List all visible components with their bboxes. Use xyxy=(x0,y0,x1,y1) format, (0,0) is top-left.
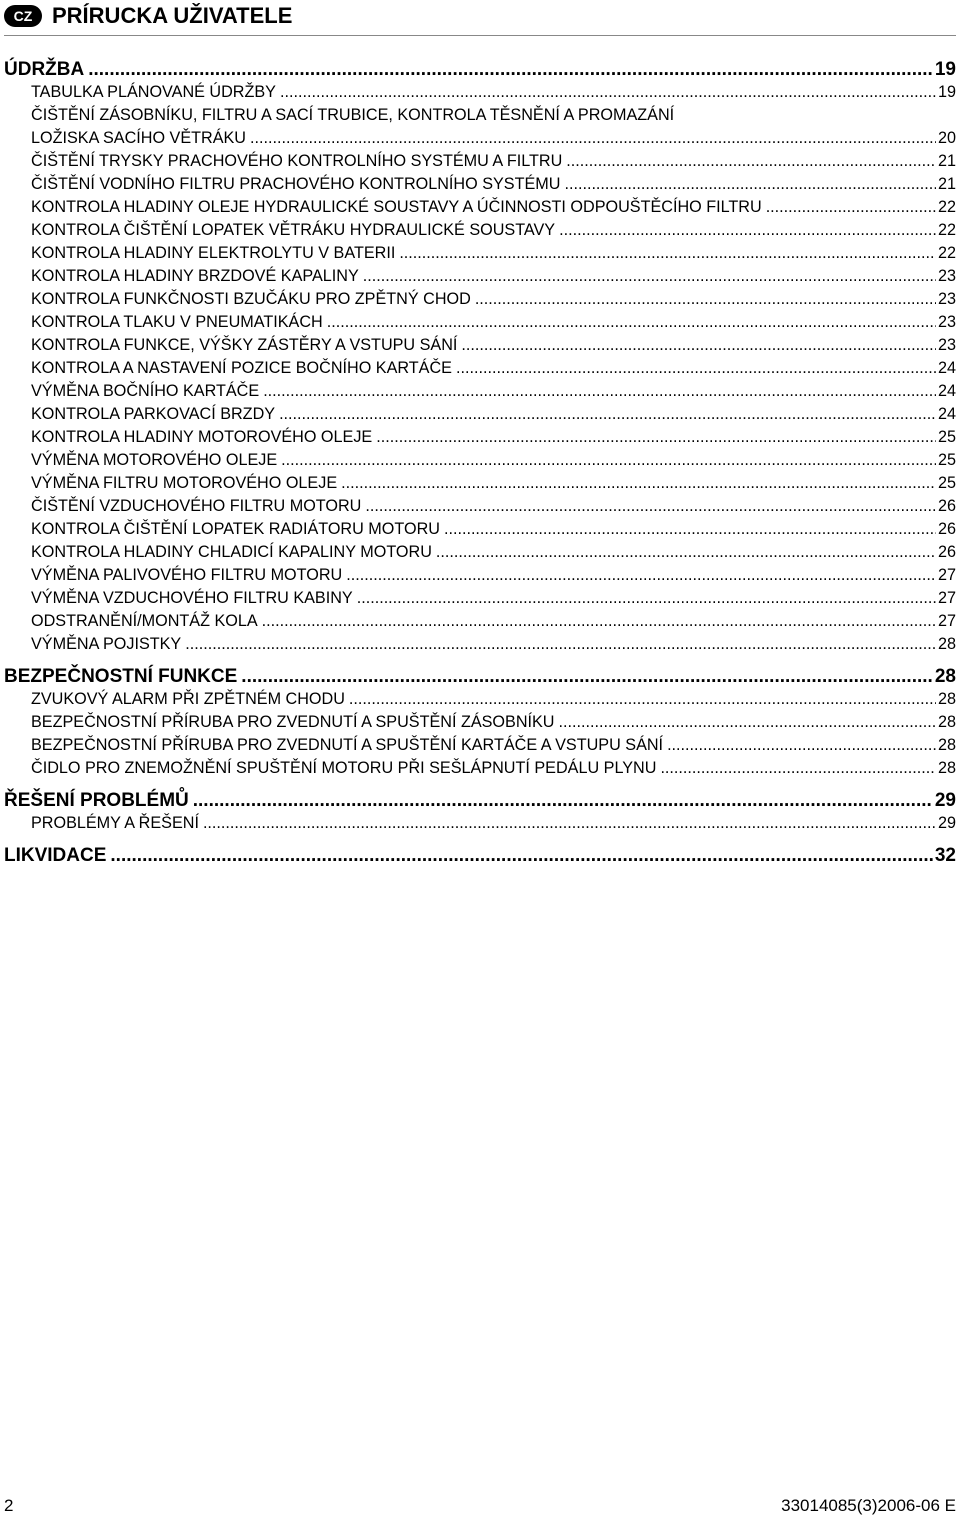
toc-entry[interactable] xyxy=(4,587,956,610)
toc-label: BEZPEČNOSTNÍ PŘÍRUBA PRO ZVEDNUTÍ A SPUŠTĚNÍ ZÁSOBNÍKU xyxy=(31,713,555,731)
toc-label: KONTROLA HLADINY OLEJE HYDRAULICKÉ SOUSTAVY A ÚČINNOSTI ODPOUŠTĚCÍHO FILTRU xyxy=(31,198,762,216)
toc-leader xyxy=(88,58,933,81)
toc-label: BEZPEČNOSTNÍ FUNKCE xyxy=(4,666,238,687)
page-header xyxy=(4,2,956,36)
toc-leader xyxy=(475,288,936,311)
toc-entry[interactable] xyxy=(4,265,956,288)
toc-leader xyxy=(399,242,936,265)
toc-leader xyxy=(376,426,936,449)
toc-page: 26 xyxy=(937,520,956,538)
toc-label: KONTROLA HLADINY ELEKTROLYTU V BATERII xyxy=(31,244,396,262)
toc-label: VÝMĚNA BOČNÍHO KARTÁČE xyxy=(31,382,260,400)
footer-page-number: 2 xyxy=(4,1496,14,1515)
toc-page: 29 xyxy=(937,814,956,832)
toc-label: BEZPEČNOSTNÍ PŘÍRUBA PRO ZVEDNUTÍ A SPUŠTĚNÍ KARTÁČE A VSTUPU SÁNÍ xyxy=(31,736,664,754)
toc-leader xyxy=(357,587,936,610)
toc-page: 25 xyxy=(937,474,956,492)
toc-entry[interactable] xyxy=(4,449,956,472)
toc-page: 23 xyxy=(937,267,956,285)
toc-label: TABULKA PLÁNOVANÉ ÚDRŽBY xyxy=(31,83,276,101)
toc-page: 23 xyxy=(937,290,956,308)
toc-leader xyxy=(346,564,936,587)
toc-leader xyxy=(559,219,936,242)
toc-page: 27 xyxy=(937,612,956,630)
language-badge: CZ xyxy=(4,5,42,27)
toc-page: 28 xyxy=(937,690,956,708)
toc-label: KONTROLA TLAKU V PNEUMATIKÁCH xyxy=(31,313,323,331)
toc-entry[interactable] xyxy=(4,380,956,403)
toc-section-troubleshooting[interactable] xyxy=(4,789,956,812)
toc-entry[interactable] xyxy=(4,196,956,219)
toc-entry-first-line[interactable] xyxy=(4,104,956,127)
toc-page: 28 xyxy=(937,635,956,653)
toc-page: 19 xyxy=(937,83,956,101)
toc-leader xyxy=(250,127,936,150)
toc-page: 22 xyxy=(937,221,956,239)
toc-entry[interactable] xyxy=(4,610,956,633)
toc-entry[interactable] xyxy=(4,150,956,173)
toc-label: ČIŠTĚNÍ ZÁSOBNÍKU, FILTRU A SACÍ TRUBICE, KONTROLA TĚSNĚNÍ A PROMAZÁNÍ xyxy=(31,106,675,124)
header-divider xyxy=(4,35,956,36)
toc-page: 24 xyxy=(937,405,956,423)
toc-page: 29 xyxy=(934,790,956,811)
toc-page: 28 xyxy=(937,736,956,754)
toc-leader xyxy=(263,380,936,403)
toc-leader xyxy=(559,711,936,734)
manual-title: PRÍRUCKA UŽIVATELE xyxy=(52,3,293,28)
toc-label: VÝMĚNA FILTRU MOTOROVÉHO OLEJE xyxy=(31,474,338,492)
toc-entry[interactable] xyxy=(4,711,956,734)
toc-leader xyxy=(341,472,936,495)
toc-label: KONTROLA ČIŠTĚNÍ LOPATEK RADIÁTORU MOTORU xyxy=(31,520,440,538)
toc-page: 28 xyxy=(937,759,956,777)
toc-page: 21 xyxy=(937,152,956,170)
toc-leader xyxy=(456,357,936,380)
toc-leader xyxy=(667,734,936,757)
toc-page: 24 xyxy=(937,359,956,377)
toc-page: 28 xyxy=(937,713,956,731)
toc-leader xyxy=(280,81,936,104)
toc-entry[interactable] xyxy=(4,311,956,334)
toc-label: VÝMĚNA PALIVOVÉHO FILTRU MOTORU xyxy=(31,566,343,584)
toc-entry[interactable] xyxy=(4,518,956,541)
toc-label: PROBLÉMY A ŘEŠENÍ xyxy=(31,814,199,832)
toc-entry[interactable] xyxy=(4,564,956,587)
toc-leader xyxy=(444,518,936,541)
toc-entry[interactable] xyxy=(4,633,956,656)
toc-entry[interactable] xyxy=(4,173,956,196)
toc-page: 25 xyxy=(937,428,956,446)
toc-entry[interactable] xyxy=(4,219,956,242)
toc-section-disposal[interactable] xyxy=(4,844,956,867)
toc-page: 23 xyxy=(937,313,956,331)
toc-page: 24 xyxy=(937,382,956,400)
toc-entry[interactable] xyxy=(4,426,956,449)
toc-page: 26 xyxy=(937,543,956,561)
toc-label: VÝMĚNA VZDUCHOVÉHO FILTRU KABINY xyxy=(31,589,353,607)
toc-leader xyxy=(349,688,936,711)
toc-entry[interactable] xyxy=(4,541,956,564)
toc-entry[interactable] xyxy=(4,81,956,104)
toc-page: 25 xyxy=(937,451,956,469)
toc-leader xyxy=(566,150,936,173)
toc-label: ZVUKOVÝ ALARM PŘI ZPĚTNÉM CHODU xyxy=(31,690,345,708)
toc-entry[interactable] xyxy=(4,288,956,311)
toc-entry[interactable] xyxy=(4,688,956,711)
toc-label: KONTROLA FUNKČNOSTI BZUČÁKU PRO ZPĚTNÝ CHOD xyxy=(31,290,471,308)
toc-leader xyxy=(766,196,936,219)
toc-entry[interactable] xyxy=(4,242,956,265)
toc-leader xyxy=(564,173,936,196)
toc-leader xyxy=(203,812,936,835)
toc-label: ČIŠTĚNÍ VODNÍHO FILTRU PRACHOVÉHO KONTROLNÍHO SYSTÉMU xyxy=(31,175,561,193)
toc-label: VÝMĚNA MOTOROVÉHO OLEJE xyxy=(31,451,278,469)
toc-label: LOŽISKA SACÍHO VĚTRÁKU xyxy=(31,129,246,147)
toc-label: ČIDLO PRO ZNEMOŽNĚNÍ SPUŠTĚNÍ MOTORU PŘI SEŠLÁPNUTÍ PEDÁLU PLYNU xyxy=(31,759,657,777)
toc-page: 22 xyxy=(937,244,956,262)
toc-leader xyxy=(365,495,936,518)
toc-leader xyxy=(363,265,936,288)
toc-page: 27 xyxy=(937,589,956,607)
toc-entry[interactable] xyxy=(4,495,956,518)
toc-entry[interactable] xyxy=(4,734,956,757)
toc-label: VÝMĚNA POJISTKY xyxy=(31,635,182,653)
toc-label: LIKVIDACE xyxy=(4,845,107,866)
toc-entry[interactable] xyxy=(4,357,956,380)
toc-leader xyxy=(436,541,936,564)
toc-leader xyxy=(110,844,932,867)
toc-label: KONTROLA ČIŠTĚNÍ LOPATEK VĚTRÁKU HYDRAULICKÉ SOUSTAVY xyxy=(31,221,556,239)
toc-label: ČIŠTĚNÍ VZDUCHOVÉHO FILTRU MOTORU xyxy=(31,497,362,515)
toc-page: 22 xyxy=(937,198,956,216)
toc-label: KONTROLA A NASTAVENÍ POZICE BOČNÍHO KARTÁČE xyxy=(31,359,452,377)
toc-leader xyxy=(281,449,936,472)
toc-leader xyxy=(241,665,933,688)
toc-leader xyxy=(461,334,936,357)
toc-section-maintenance[interactable] xyxy=(4,58,956,81)
toc-page: 21 xyxy=(937,175,956,193)
toc-entry[interactable] xyxy=(4,757,956,780)
toc-leader xyxy=(279,403,936,426)
toc-page: 32 xyxy=(934,845,956,866)
toc-leader xyxy=(185,633,936,656)
toc-leader xyxy=(262,610,936,633)
toc-section-safety-features[interactable] xyxy=(4,665,956,688)
toc-leader xyxy=(193,789,933,812)
toc-page: 23 xyxy=(937,336,956,354)
toc-page: 26 xyxy=(937,497,956,515)
toc-label: KONTROLA HLADINY BRZDOVÉ KAPALINY xyxy=(31,267,359,285)
toc-page: 20 xyxy=(937,129,956,147)
toc-page: 19 xyxy=(934,59,956,80)
toc-label: KONTROLA HLADINY MOTOROVÉHO OLEJE xyxy=(31,428,373,446)
toc-entry[interactable] xyxy=(4,334,956,357)
toc-leader xyxy=(660,757,936,780)
table-of-contents xyxy=(4,58,956,867)
toc-page: 28 xyxy=(934,666,956,687)
toc-label: KONTROLA HLADINY CHLADICÍ KAPALINY MOTORU xyxy=(31,543,432,561)
toc-entry[interactable] xyxy=(4,472,956,495)
toc-entry[interactable] xyxy=(4,403,956,426)
toc-entry[interactable] xyxy=(4,127,956,150)
toc-label: KONTROLA PARKOVACÍ BRZDY xyxy=(31,405,276,423)
toc-label: ŘEŠENÍ PROBLÉMŮ xyxy=(4,790,189,811)
toc-label: KONTROLA FUNKCE, VÝŠKY ZÁSTĚRY A VSTUPU SÁNÍ xyxy=(31,336,458,354)
toc-page: 27 xyxy=(937,566,956,584)
toc-label: ÚDRŽBA xyxy=(4,59,85,80)
toc-label: ODSTRANĚNÍ/MONTÁŽ KOLA xyxy=(31,612,258,630)
footer-document-code: 33014085(3)2006-06 E xyxy=(781,1496,956,1515)
toc-entry[interactable] xyxy=(4,812,956,835)
toc-label: ČIŠTĚNÍ TRYSKY PRACHOVÉHO KONTROLNÍHO SYSTÉMU A FILTRU xyxy=(31,152,563,170)
toc-leader xyxy=(327,311,936,334)
